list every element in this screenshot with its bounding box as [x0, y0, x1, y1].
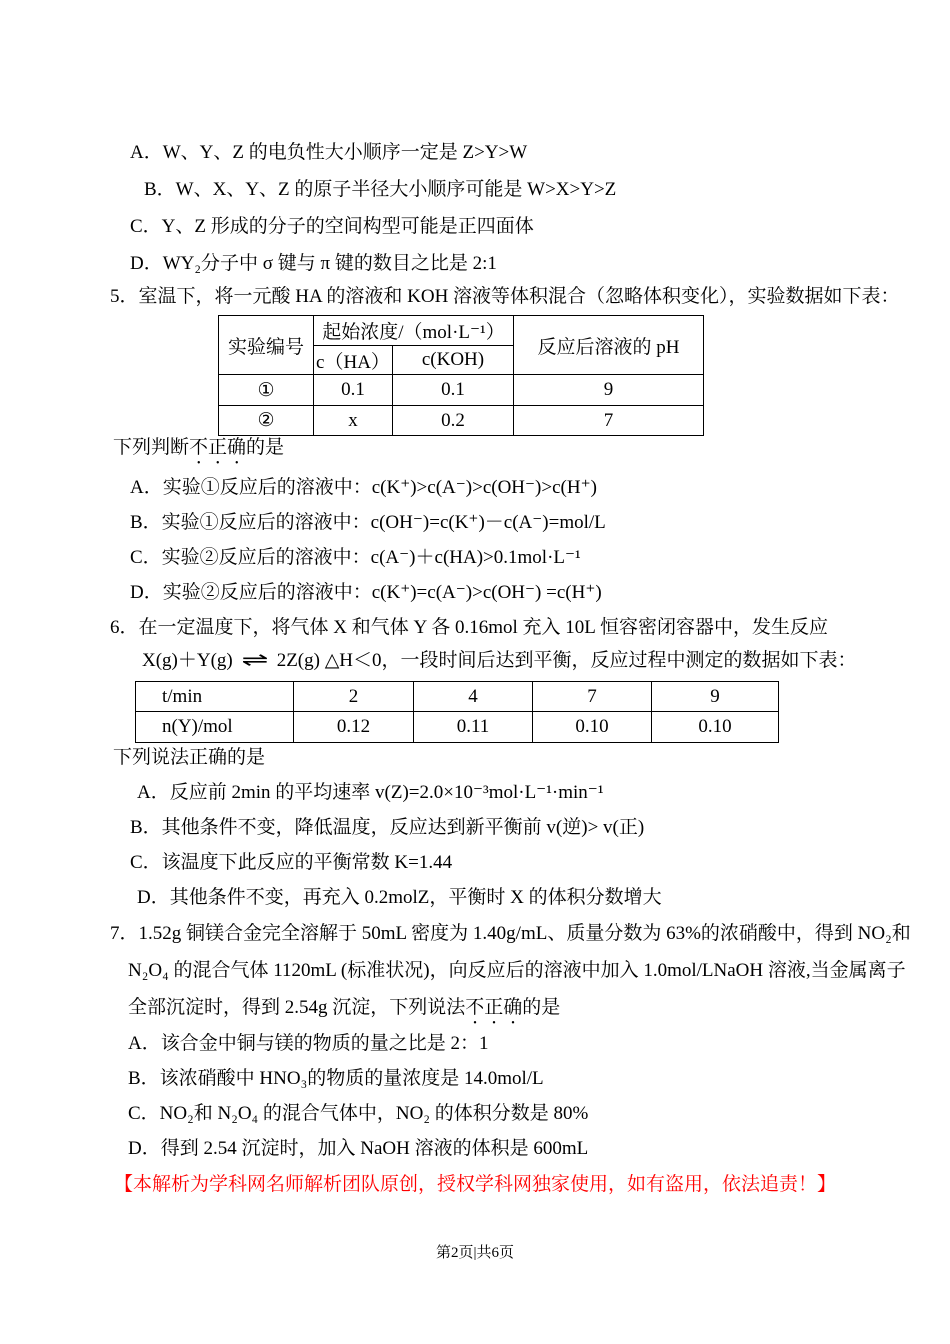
table-cell: ①	[219, 375, 314, 406]
table-cell: 7	[514, 406, 704, 436]
q5-prompt-emphasis: 不正确	[189, 437, 247, 458]
reaction-left: X(g)＋Y(g)	[142, 650, 233, 671]
q5-prompt-suffix: 的是	[246, 437, 285, 458]
q7-stem-line3-emphasis: 不正确	[465, 997, 523, 1018]
table-cell: 7	[533, 682, 652, 712]
q7-option-c: C．NO₂和 N₂O₄ 的混合气体中，NO₂ 的体积分数是 80%	[128, 1103, 589, 1124]
question-5-stem: 5．室温下，将一元酸 HA 的溶液和 KOH 溶液等体积混合（忽略体积变化），实验数据如下表：	[110, 286, 900, 307]
table-cell: 0.12	[294, 712, 414, 743]
question-6-stem: 6．在一定温度下，将气体 X 和气体 Y 各 0.16mol 充入 10L 恒容密闭容器中，发生反应	[110, 617, 828, 638]
q5-table-ph-header: 反应后溶液的 pH	[514, 316, 704, 375]
q4-option-c: C．Y、Z 形成的分子的空间构型可能是正四面体	[130, 216, 534, 237]
table-row	[219, 406, 704, 436]
q7-option-a: A．该合金中铜与镁的物质的量之比是 2：1	[128, 1033, 489, 1054]
question-6-prompt: 下列说法正确的是	[113, 747, 266, 768]
q6-option-d: D．其他条件不变，再充入 0.2molZ，平衡时 X 的体积分数增大	[137, 887, 662, 908]
table-cell: 9	[652, 682, 779, 712]
q5-prompt-prefix: 下列判断	[113, 437, 190, 458]
q7-stem-line2: N₂O₄ 的混合气体 1120mL (标准状况)，向反应后的溶液中加入 1.0mol/LNaOH 溶液,当金属离子	[128, 960, 906, 981]
q7-stem-line1: 7．1.52g 铜镁合金完全溶解于 50mL 密度为 1.40g/mL、质量分数为 63%的浓硝酸中，得到 NO₂和	[110, 923, 911, 944]
q6-data-table	[135, 681, 779, 743]
table-cell: 0.2	[393, 406, 514, 436]
table-cell: x	[314, 406, 393, 436]
q4-option-d: D．WY₂分子中 σ 键与 π 键的数目之比是 2:1	[130, 253, 497, 274]
table-cell: 2	[294, 682, 414, 712]
q5-option-a: A．实验①反应后的溶液中：c(K⁺)>c(A⁻)>c(OH⁻)>c(H⁺)	[130, 477, 597, 498]
q5-table-subheader-ha: c（HA）	[314, 346, 393, 375]
question-5-options	[130, 470, 606, 610]
q6-reaction-equation	[142, 642, 857, 679]
table-row	[136, 682, 779, 712]
q6-option-c: C．该温度下此反应的平衡常数 K=1.44	[130, 852, 453, 873]
q6-option-a: A．反应前 2min 的平均速率 v(Z)=2.0×10⁻³mol·L⁻¹·min⁻¹	[137, 782, 604, 803]
table-cell: 0.10	[533, 712, 652, 743]
q5-table-group-header: 起始浓度/（mol·L⁻¹）	[314, 316, 514, 346]
q7-stem-line3	[128, 989, 911, 1029]
q4-option-b: B．W、X、Y、Z 的原子半径大小顺序可能是 W>X>Y>Z	[144, 179, 617, 200]
question-4-options	[130, 134, 616, 282]
q7-stem-line3-prefix: 全部沉淀时，得到 2.54g 沉淀，下列说法	[128, 997, 466, 1018]
copyright-notice: 【本解析为学科网名师解析团队原创，授权学科网独家使用，如有盗用，依法追责！】	[113, 1174, 836, 1195]
table-cell: 4	[414, 682, 533, 712]
table-row	[136, 712, 779, 743]
table-cell: 0.11	[414, 712, 533, 743]
table-cell: n(Y)/mol	[136, 712, 294, 743]
table-cell: 9	[514, 375, 704, 406]
question-6-options	[130, 775, 662, 915]
question-5-prompt	[113, 434, 284, 469]
q5-option-b: B．实验①反应后的溶液中：c(OH⁻)=c(K⁺)－c(A⁻)=mol/L	[130, 512, 606, 533]
page-number-footer: 第2页|共6页	[435, 1245, 514, 1261]
table-cell: 0.10	[652, 712, 779, 743]
q7-option-d: D．得到 2.54 沉淀时，加入 NaOH 溶液的体积是 600mL	[128, 1138, 589, 1159]
reaction-right: 2Z(g) △H＜0，一段时间后达到平衡，反应过程中测定的数据如下表：	[276, 650, 857, 671]
q5-table-corner-header: 实验编号	[219, 316, 314, 375]
question-7-stem	[110, 915, 911, 1029]
table-cell: ②	[219, 406, 314, 436]
table-cell: t/min	[136, 682, 294, 712]
q6-option-b: B．其他条件不变，降低温度，反应达到新平衡前 v(逆)> v(正)	[130, 817, 645, 838]
table-row	[219, 375, 704, 406]
q4-option-a: A．W、Y、Z 的电负性大小顺序一定是 Z>Y>W	[130, 142, 528, 163]
table-cell: 0.1	[314, 375, 393, 406]
q7-option-b: B．该浓硝酸中 HNO₃的物质的量浓度是 14.0mol/L	[128, 1068, 544, 1089]
question-7-options	[128, 1026, 588, 1166]
table-cell: 0.1	[393, 375, 514, 406]
q5-data-table	[218, 315, 704, 436]
q5-table-subheader-koh: c(KOH)	[393, 346, 514, 375]
q7-stem-line3-suffix: 的是	[522, 997, 561, 1018]
equilibrium-arrow-icon: ⇌	[241, 649, 269, 671]
q5-option-d: D．实验②反应后的溶液中：c(K⁺)=c(A⁻)>c(OH⁻) =c(H⁺)	[130, 582, 602, 603]
q5-option-c: C．实验②反应后的溶液中：c(A⁻)＋c(HA)>0.1mol·L⁻¹	[130, 547, 581, 568]
